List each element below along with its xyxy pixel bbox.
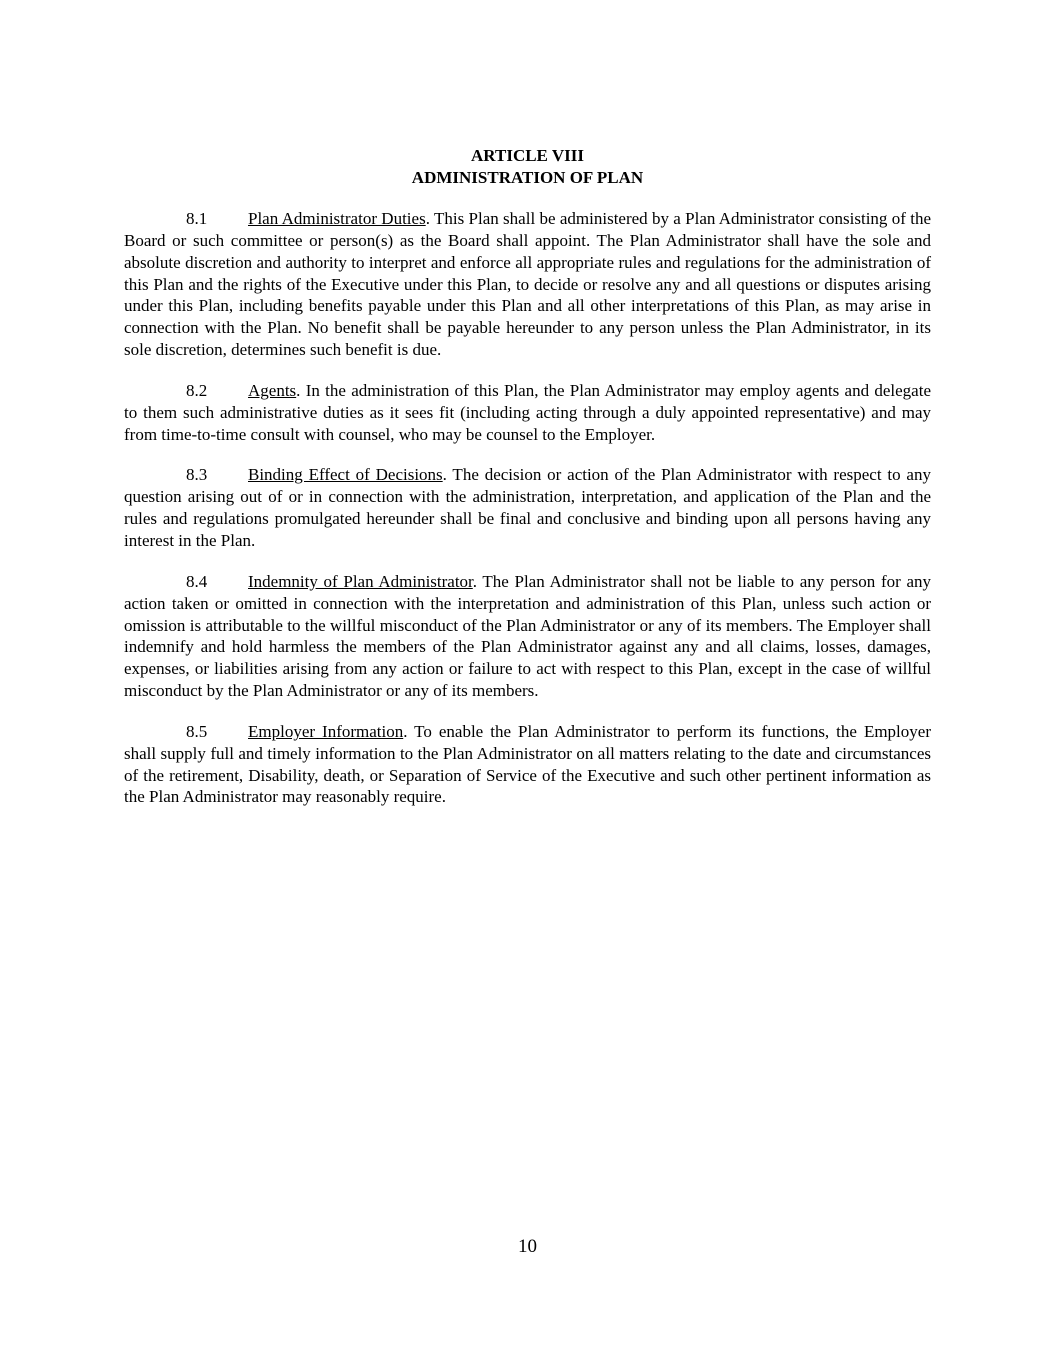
section-8-3	[124, 464, 931, 551]
section-8-2	[124, 380, 931, 446]
section-body: . In the administration of this Plan, the Plan Administrator may employ agents and delegate to them such administrative duties as it sees fit (including acting through a duly appointed representative) and may from time-to-time consult with counsel, who may be counsel to the Employer.	[124, 380, 931, 444]
section-number: 8.1	[186, 209, 208, 228]
section-body: . The Plan Administrator shall not be liable to any person for any action taken or omitted in connection with the interpretation and administration of this Plan, unless such action or omission is attributable to the willful misconduct of the Plan Administrator or any of its members. The Employer shall indemnify and hold harmless the members of the Plan Administrator against any and all claims, losses, damages, expenses, or liabilities arising from any action or failure to act with respect to this Plan, except in the case of willful misconduct by the Plan Administrator or any of its members.	[124, 571, 931, 701]
article-heading	[124, 145, 931, 189]
article-title: ADMINISTRATION OF PLAN	[411, 168, 644, 187]
section-title: Plan Administrator Duties	[248, 209, 426, 228]
section-title: Binding Effect of Decisions	[248, 465, 443, 485]
document-page	[124, 145, 931, 827]
section-title: Agents	[248, 380, 297, 400]
page-number: 10	[518, 1236, 537, 1257]
section-8-1	[124, 208, 931, 361]
section-title: Employer Information	[248, 721, 404, 741]
section-body: . To enable the Plan Administrator to perform its functions, the Employer shall supply full and timely information to the Plan Administrator on all matters relating to the date and circumstances of the retirement, Disability, death, or Separation of Service of the Executive and such other pertinent information as the Plan Administrator may reasonably require.	[124, 721, 931, 807]
section-body: . This Plan shall be administered by a Plan Administrator consisting of the Board or such committee or person(s) as the Board shall appoint. The Plan Administrator shall have the sole and absolute discretion and authority to interpret and enforce all appropriate rules and regulations for the administration of this Plan and the rights of the Executive under this Plan, to decide or resolve any and all questions or disputes arising under this Plan, including benefits payable under this Plan and all other interpretations of this Plan, as may arise in connection with the Plan. No benefit shall be payable hereunder to any person unless the Plan Administrator, in its sole discretion, determines such benefit is due.	[124, 209, 932, 360]
section-number: 8.5	[186, 721, 208, 741]
section-number: 8.3	[186, 465, 208, 485]
section-body: . The decision or action of the Plan Administrator with respect to any question arising out of or in connection with the administration, interpretation, and application of the Plan and the rules and regulations promulgated hereunder shall be final and conclusive and binding upon all persons having any interest in the Plan.	[124, 465, 931, 550]
section-number: 8.4	[186, 571, 208, 591]
section-number: 8.2	[186, 380, 208, 400]
section-8-5	[124, 721, 931, 808]
section-8-4	[124, 571, 931, 702]
section-title: Indemnity of Plan Administrator	[248, 571, 473, 591]
article-label: ARTICLE VIII	[471, 146, 584, 165]
